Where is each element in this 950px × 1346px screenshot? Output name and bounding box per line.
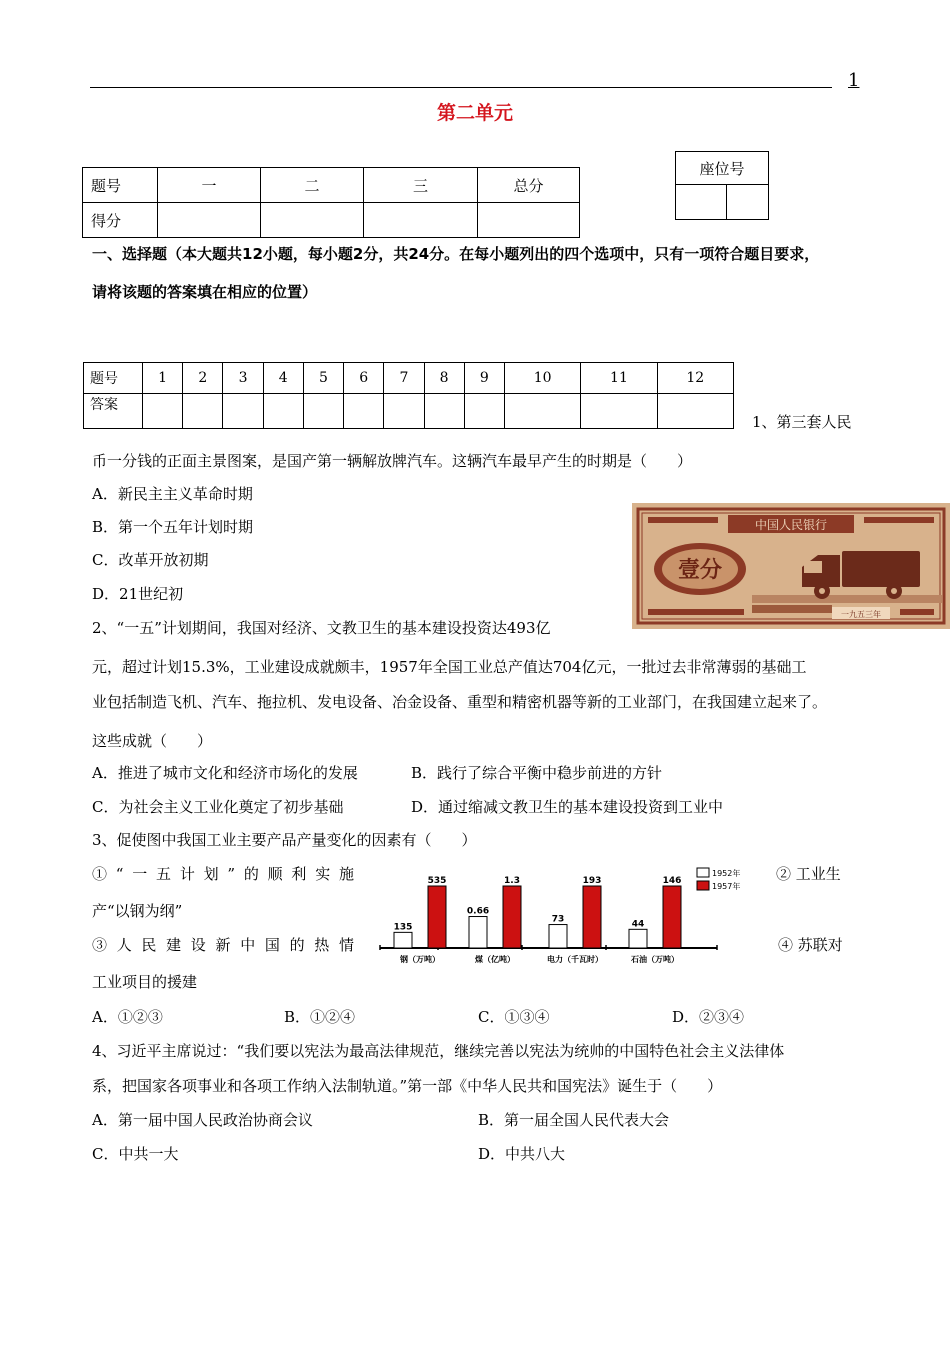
q3-item4a: ④ 苏联对 <box>778 936 843 954</box>
bar-label-1952: 44 <box>631 919 645 930</box>
score-cell[interactable] <box>158 203 261 238</box>
bar-label-1952: 135 <box>393 922 413 933</box>
answer-cell[interactable] <box>464 394 504 429</box>
category-label: 钢（万吨） <box>400 955 440 964</box>
bar-1957 <box>583 886 601 948</box>
answer-header-label: 题号 <box>84 363 143 394</box>
answer-cell[interactable] <box>303 394 343 429</box>
answer-number: 9 <box>464 363 504 394</box>
answer-number: 7 <box>384 363 424 394</box>
bar-1957 <box>503 886 521 948</box>
answer-cell[interactable] <box>223 394 263 429</box>
score-header-cell: 总分 <box>478 168 580 203</box>
q2-line2: 元，超过计划15.3%，工业建设成就颇丰，1957年全国工业总产值达704亿元，一批过去非常薄弱的基础工 <box>92 658 807 676</box>
answer-number: 8 <box>424 363 464 394</box>
legend-label-1957: 1957年 <box>712 882 741 891</box>
q3-option-b[interactable]: B．①②④ <box>284 1008 356 1026</box>
q2-option-b[interactable]: B．践行了综合平衡中稳步前进的方针 <box>411 764 663 782</box>
bar-1957 <box>663 886 681 948</box>
answer-table <box>83 362 734 429</box>
page-title: 第二单元 <box>436 102 513 124</box>
bar-1952 <box>549 925 567 948</box>
q1-stem-a: 1、第三套人民 <box>752 413 852 431</box>
seat-cell[interactable] <box>676 185 727 220</box>
seat-label: 座位号 <box>676 152 769 185</box>
q3-item2b: 产“以钢为纲” <box>92 902 183 920</box>
answer-number: 11 <box>581 363 657 394</box>
score-header-cell: 二 <box>261 168 364 203</box>
q4-option-b[interactable]: B．第一届全国人民代表大会 <box>478 1111 670 1129</box>
bar-1952 <box>394 932 412 948</box>
bar-label-1952: 0.66 <box>466 906 490 917</box>
q4-option-a[interactable]: A．第一届中国人民政治协商会议 <box>92 1111 313 1129</box>
score-header-cell: 一 <box>158 168 261 203</box>
banknote-denomination: 壹分 <box>677 558 723 583</box>
legend-swatch-1957 <box>697 881 709 890</box>
category-label: 石油（万吨） <box>631 955 679 964</box>
q2-option-d[interactable]: D．通过缩减文教卫生的基本建设投资到工业中 <box>411 798 724 816</box>
score-header-cell: 题号 <box>83 168 158 203</box>
score-row-label: 得分 <box>83 203 158 238</box>
q4-line1: 4、习近平主席说过：“我们要以宪法为最高法律规范，继续完善以宪法为统帅的中国特色社会主义法律体 <box>92 1042 785 1060</box>
q2-line3: 业包括制造飞机、汽车、拖拉机、发电设备、冶金设备、重型和精密机器等新的工业部门，在我国建立起来了。 <box>92 693 828 711</box>
answer-cell[interactable] <box>424 394 464 429</box>
q4-option-c[interactable]: C．中共一大 <box>92 1145 179 1163</box>
section-heading-line2: 请将该题的答案填在相应的位置） <box>92 283 318 301</box>
seat-table <box>675 151 769 220</box>
page-number: 1 <box>848 70 860 91</box>
section-heading-line1: 一、选择题（本大题共12小题，每小题2分，共24分。在每小题列出的四个选项中，只有一项符合题目要求， <box>92 245 820 263</box>
q3-item3: ③人民建设新中国的热情 <box>92 936 354 954</box>
q1-stem-b: 币一分钱的正面主景图案，是国产第一辆解放牌汽车。这辆汽车最早产生的时期是（ ） <box>92 452 693 470</box>
q3-item4b: 工业项目的援建 <box>92 973 198 991</box>
bar-label-1952: 73 <box>551 914 565 925</box>
answer-cell[interactable] <box>384 394 424 429</box>
bar-label-1957: 193 <box>582 876 602 886</box>
q4-option-d[interactable]: D．中共八大 <box>478 1145 566 1163</box>
answer-number: 1 <box>143 363 183 394</box>
q2-option-c[interactable]: C．为社会主义工业化奠定了初步基础 <box>92 798 344 816</box>
q4-line2: 系，把国家各项事业和各项工作纳入法制轨道。”第一部《中华人民共和国宪法》诞生于（ ） <box>92 1077 723 1095</box>
answer-cell[interactable] <box>504 394 580 429</box>
q2-line1: 2、“一五”计划期间，我国对经济、文教卫生的基本建设投资达493亿 <box>92 619 551 637</box>
q3-stem: 3、促使图中我国工业主要产品产量变化的因素有（ ） <box>92 831 477 849</box>
answer-number: 5 <box>303 363 343 394</box>
production-bar-chart <box>372 860 772 970</box>
q1-option-d[interactable]: D．21世纪初 <box>92 585 184 603</box>
q3-item1: ①“一五计划”的顺利实施 <box>92 865 354 883</box>
q1-option-a[interactable]: A．新民主主义革命时期 <box>92 485 253 503</box>
q1-option-c[interactable]: C．改革开放初期 <box>92 551 209 569</box>
q1-option-b[interactable]: B．第一个五年计划时期 <box>92 518 254 536</box>
answer-cell[interactable] <box>183 394 223 429</box>
seat-cell[interactable] <box>727 185 769 220</box>
score-cell[interactable] <box>478 203 580 238</box>
bar-1957 <box>428 886 446 948</box>
score-cell[interactable] <box>261 203 364 238</box>
banknote-svg <box>632 503 950 629</box>
answer-number: 12 <box>657 363 733 394</box>
answer-cell[interactable] <box>143 394 183 429</box>
header-rule <box>90 87 832 88</box>
answer-number: 3 <box>223 363 263 394</box>
bar-1952 <box>629 929 647 948</box>
score-table <box>82 167 580 238</box>
score-header-cell: 三 <box>364 168 478 203</box>
score-cell[interactable] <box>364 203 478 238</box>
q3-option-c[interactable]: C．①③④ <box>478 1008 550 1026</box>
bar-label-1957: 1.3 <box>504 876 520 886</box>
category-label: 电力（千瓦时） <box>547 955 603 964</box>
legend-swatch-1952 <box>697 868 709 877</box>
answer-number: 10 <box>504 363 580 394</box>
banknote-bank-name: 中国人民银行 <box>754 518 828 532</box>
q3-item2a: ② 工业生 <box>776 865 841 883</box>
answer-number: 2 <box>183 363 223 394</box>
q2-line4: 这些成就（ ） <box>92 732 213 750</box>
q3-option-d[interactable]: D．②③④ <box>672 1008 745 1026</box>
banknote-image <box>632 503 950 629</box>
answer-row-label: 答案 <box>84 394 143 429</box>
category-label: 煤（亿吨） <box>475 955 515 964</box>
bar-label-1957: 535 <box>427 876 447 886</box>
q2-option-a[interactable]: A．推进了城市文化和经济市场化的发展 <box>92 764 358 782</box>
answer-cell[interactable] <box>344 394 384 429</box>
answer-cell[interactable] <box>657 394 733 429</box>
q3-option-a[interactable]: A．①②③ <box>92 1008 163 1026</box>
banknote-year: 一九五三年 <box>841 610 881 619</box>
answer-cell[interactable] <box>581 394 657 429</box>
legend-label-1952: 1952年 <box>712 869 741 878</box>
bar-label-1957: 146 <box>662 876 682 886</box>
answer-number: 6 <box>344 363 384 394</box>
bar-1952 <box>469 917 487 948</box>
answer-number: 4 <box>263 363 303 394</box>
answer-cell[interactable] <box>263 394 303 429</box>
